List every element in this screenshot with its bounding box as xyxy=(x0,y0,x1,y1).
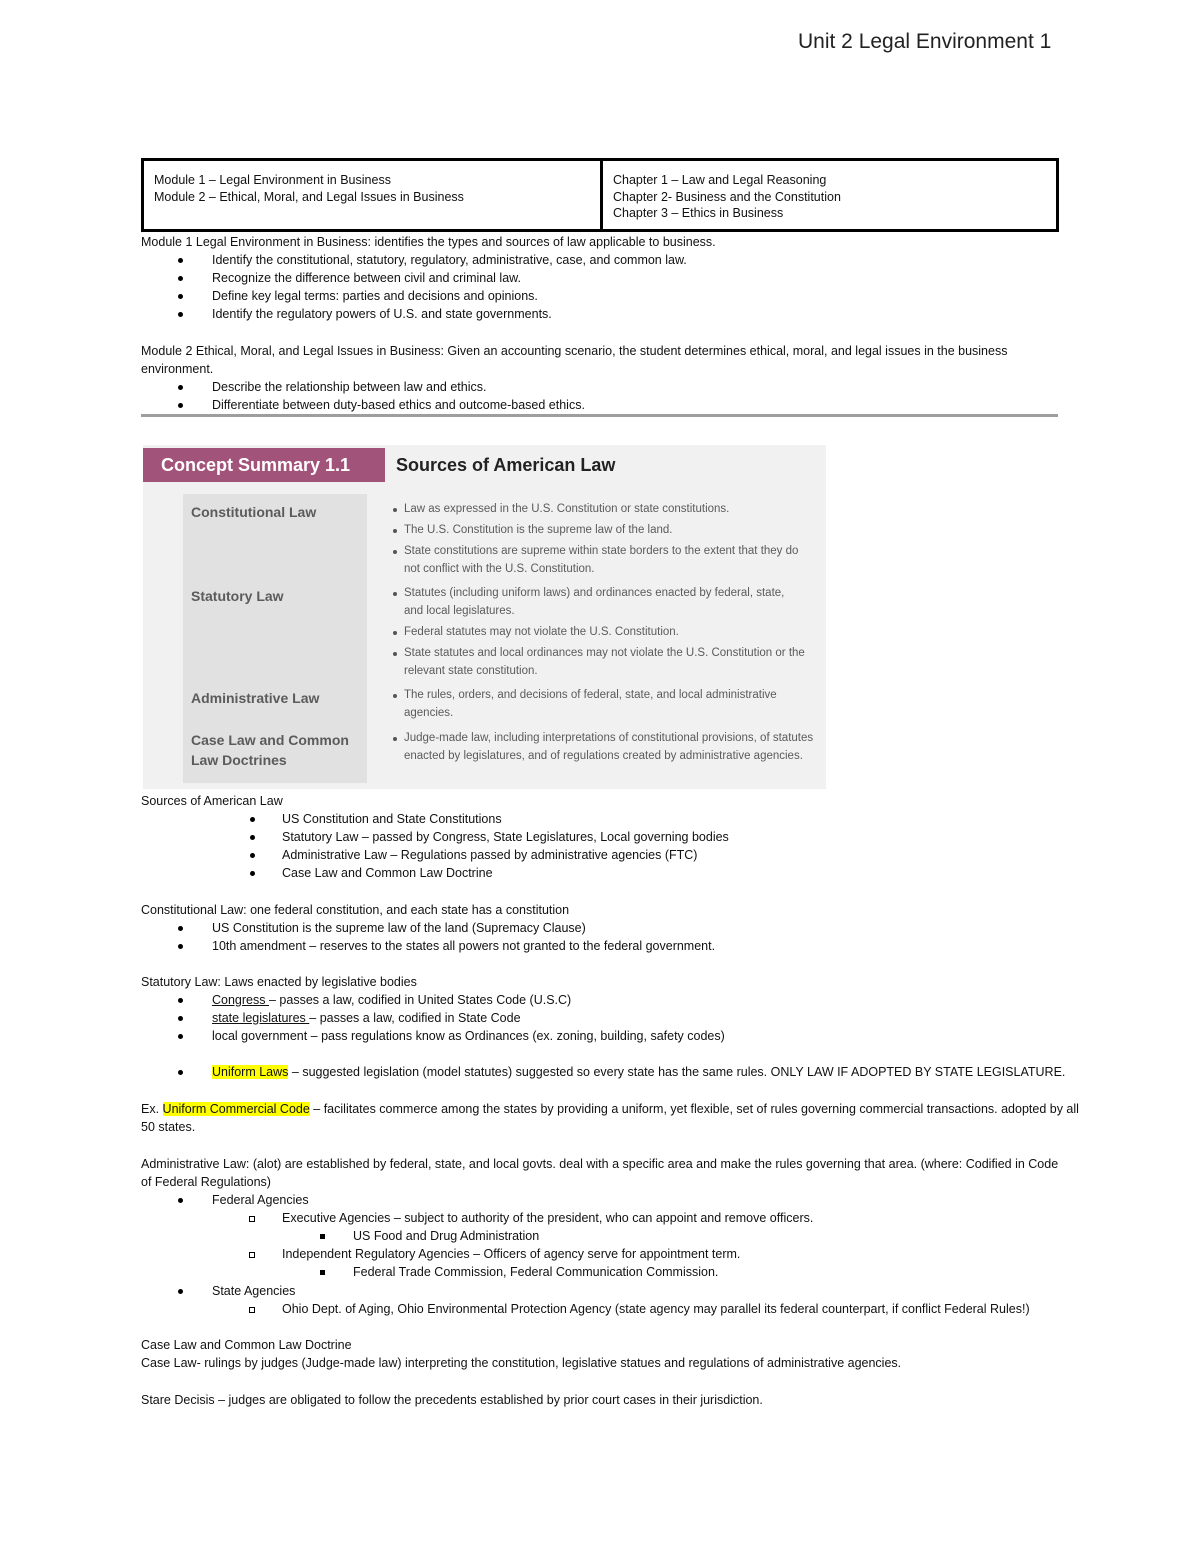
bullet-icon xyxy=(393,694,397,698)
list-item xyxy=(212,1063,1065,1081)
ucc-prefix: Ex. xyxy=(141,1102,160,1116)
hollow-bullet-icon xyxy=(249,1216,255,1222)
bullet-icon xyxy=(178,944,183,949)
list-item: Executive Agencies – subject to authority of the president, who can appoint and remove officers. xyxy=(282,1211,814,1225)
caselaw-definition: Case Law- rulings by judges (Judge-made law) interpreting the constitution, legislative statues and regulations of administrative agencies. xyxy=(141,1356,902,1370)
concept-summary-tag: Concept Summary 1.1 xyxy=(143,448,385,482)
sources-title: Sources of American Law xyxy=(141,794,283,808)
module-chapter-table xyxy=(141,158,1059,232)
bullet-icon xyxy=(178,312,183,317)
ucc-term: Uniform Commercial Code xyxy=(162,1102,310,1116)
bullet-icon xyxy=(393,737,397,741)
square-bullet-icon xyxy=(320,1270,325,1275)
category-constitutional: Constitutional Law xyxy=(191,504,317,520)
bullet-icon xyxy=(178,1289,183,1294)
bullet-icon xyxy=(178,998,183,1003)
list-item: Ohio Dept. of Aging, Ohio Environmental Protection Agency (state agency may parallel its federal counterpart, if conflict Federal Rules!) xyxy=(282,1302,1030,1316)
bullet-icon xyxy=(393,592,397,596)
module-1-intro: Module 1 Legal Environment in Business: identifies the types and sources of law applicable to business. xyxy=(141,235,716,249)
stare-decisis: Stare Decisis – judges are obligated to follow the precedents established by prior court cases in their jurisdiction. xyxy=(141,1393,763,1407)
concept-bullet: The rules, orders, and decisions of federal, state, and local administrative agencies. xyxy=(404,689,777,719)
bullet-icon xyxy=(178,1034,183,1039)
bullet-icon xyxy=(178,258,183,263)
concept-bullet: Judge-made law, including interpretations of constitutional provisions, of statutes enacted by legislatures, and of regulations created by administrative agencies. xyxy=(404,732,814,762)
list-item: Independent Regulatory Agencies – Officers of agency serve for appointment term. xyxy=(282,1247,741,1261)
list-item: Identify the regulatory powers of U.S. and state governments. xyxy=(212,307,552,321)
bullet-icon xyxy=(178,276,183,281)
bullet-icon xyxy=(393,550,397,554)
list-item: Differentiate between duty-based ethics and outcome-based ethics. xyxy=(212,398,585,412)
module-2-intro-cont: environment. xyxy=(141,362,214,376)
caselaw-title: Case Law and Common Law Doctrine xyxy=(141,1338,352,1352)
list-item: Recognize the difference between civil and criminal law. xyxy=(212,271,521,285)
list-item: local government – pass regulations know as Ordinances (ex. zoning, building, safety codes) xyxy=(212,1029,725,1043)
ucc-desc: – facilitates commerce among the states by providing a uniform, yet flexible, set of rules governing commercial transactions. adopted by all xyxy=(309,1102,1079,1116)
module-1-label: Module 1 – Legal Environment in Business xyxy=(154,173,391,187)
ucc-example xyxy=(141,1100,1079,1118)
list-item: US Food and Drug Administration xyxy=(353,1229,540,1243)
state-legislatures-term: state legislatures xyxy=(212,1011,310,1025)
concept-bullet: Law as expressed in the U.S. Constitution or state constitutions. xyxy=(404,503,730,515)
category-administrative: Administrative Law xyxy=(191,690,320,706)
modules-cell xyxy=(144,161,603,229)
list-item xyxy=(212,991,571,1009)
congress-desc: – passes a law, codified in United States Code (U.S.C) xyxy=(268,993,572,1007)
list-item: Federal Agencies xyxy=(212,1193,309,1207)
module-2-intro: Module 2 Ethical, Moral, and Legal Issues in Business: Given an accounting scenario, the student determines ethical, moral, and legal issues in the business xyxy=(141,344,1008,358)
bullet-icon xyxy=(393,631,397,635)
list-item: 10th amendment – reserves to the states all powers not granted to the federal government. xyxy=(212,939,716,953)
list-item: US Constitution and State Constitutions xyxy=(282,812,502,826)
chapter-2-label: Chapter 2- Business and the Constitution xyxy=(613,189,841,204)
concept-bullet: The U.S. Constitution is the supreme law of the land. xyxy=(404,524,673,536)
module-2-label: Module 2 – Ethical, Moral, and Legal Issues in Business xyxy=(154,189,464,204)
list-item: State Agencies xyxy=(212,1284,296,1298)
concept-summary-title: Sources of American Law xyxy=(396,455,616,475)
bullet-icon xyxy=(178,926,183,931)
concept-bullet: Statutes (including uniform laws) and ordinances enacted by federal, state, and local legislatures. xyxy=(404,587,785,617)
constitutional-intro: Constitutional Law: one federal constitution, and each state has a constitution xyxy=(141,903,570,917)
concept-summary-figure xyxy=(143,445,826,789)
list-item: US Constitution is the supreme law of the land (Supremacy Clause) xyxy=(212,921,586,935)
congress-term: Congress xyxy=(212,993,269,1007)
ucc-example-cont: 50 states. xyxy=(141,1120,196,1134)
state-legislatures-desc: – passes a law, codified in State Code xyxy=(309,1011,521,1025)
section-divider xyxy=(141,414,1058,417)
uniform-laws-term: Uniform Laws xyxy=(212,1065,289,1079)
hollow-bullet-icon xyxy=(249,1307,255,1313)
bullet-icon xyxy=(393,652,397,656)
list-item: Statutory Law – passed by Congress, State Legislatures, Local governing bodies xyxy=(282,830,729,844)
bullet-icon xyxy=(178,385,183,390)
square-bullet-icon xyxy=(320,1234,325,1239)
uniform-laws-desc: – suggested legislation (model statutes) suggested so every state has the same rules. ONLY LAW IF ADOPTED BY STATE LEGISLATURE. xyxy=(288,1065,1066,1079)
list-item: Identify the constitutional, statutory, regulatory, administrative, case, and common law. xyxy=(212,253,687,267)
bullet-icon xyxy=(178,403,183,408)
administrative-intro: Administrative Law: (alot) are established by federal, state, and local govts. deal with a specific area and make the rules governing that area. (where: Codified in Code xyxy=(141,1157,1059,1171)
statutory-intro: Statutory Law: Laws enacted by legislative bodies xyxy=(141,975,417,989)
concept-bullet: State statutes and local ordinances may not violate the U.S. Constitution or the relevant state constitution. xyxy=(404,647,805,677)
bullet-icon xyxy=(393,529,397,533)
bullet-icon xyxy=(178,1070,183,1075)
concept-bullet: Federal statutes may not violate the U.S. Constitution. xyxy=(404,626,679,638)
list-item: Case Law and Common Law Doctrine xyxy=(282,866,493,880)
bullet-icon xyxy=(250,835,255,840)
chapters-cell xyxy=(603,161,1056,229)
bullet-icon xyxy=(393,508,397,512)
bullet-icon xyxy=(250,817,255,822)
list-item xyxy=(212,1009,521,1027)
page-header: Unit 2 Legal Environment 1 xyxy=(798,30,1052,53)
bullet-icon xyxy=(250,853,255,858)
concept-bullet: State constitutions are supreme within state borders to the extent that they do not conflict with the U.S. Constitution. xyxy=(404,545,799,575)
chapter-3-label: Chapter 3 – Ethics in Business xyxy=(613,206,784,220)
administrative-intro-cont: of Federal Regulations) xyxy=(141,1175,271,1189)
list-item: Administrative Law – Regulations passed by administrative agencies (FTC) xyxy=(282,848,698,862)
category-case-law: Case Law and Common Law Doctrines xyxy=(191,732,349,768)
list-item: Describe the relationship between law and ethics. xyxy=(212,380,487,394)
chapter-1-label: Chapter 1 – Law and Legal Reasoning xyxy=(613,173,827,187)
list-item: Define key legal terms: parties and decisions and opinions. xyxy=(212,289,538,303)
bullet-icon xyxy=(178,294,183,299)
bullet-icon xyxy=(178,1016,183,1021)
list-item: Federal Trade Commission, Federal Communication Commission. xyxy=(353,1265,719,1279)
hollow-bullet-icon xyxy=(249,1252,255,1258)
category-statutory: Statutory Law xyxy=(191,588,284,604)
bullet-icon xyxy=(250,871,255,876)
bullet-icon xyxy=(178,1198,183,1203)
